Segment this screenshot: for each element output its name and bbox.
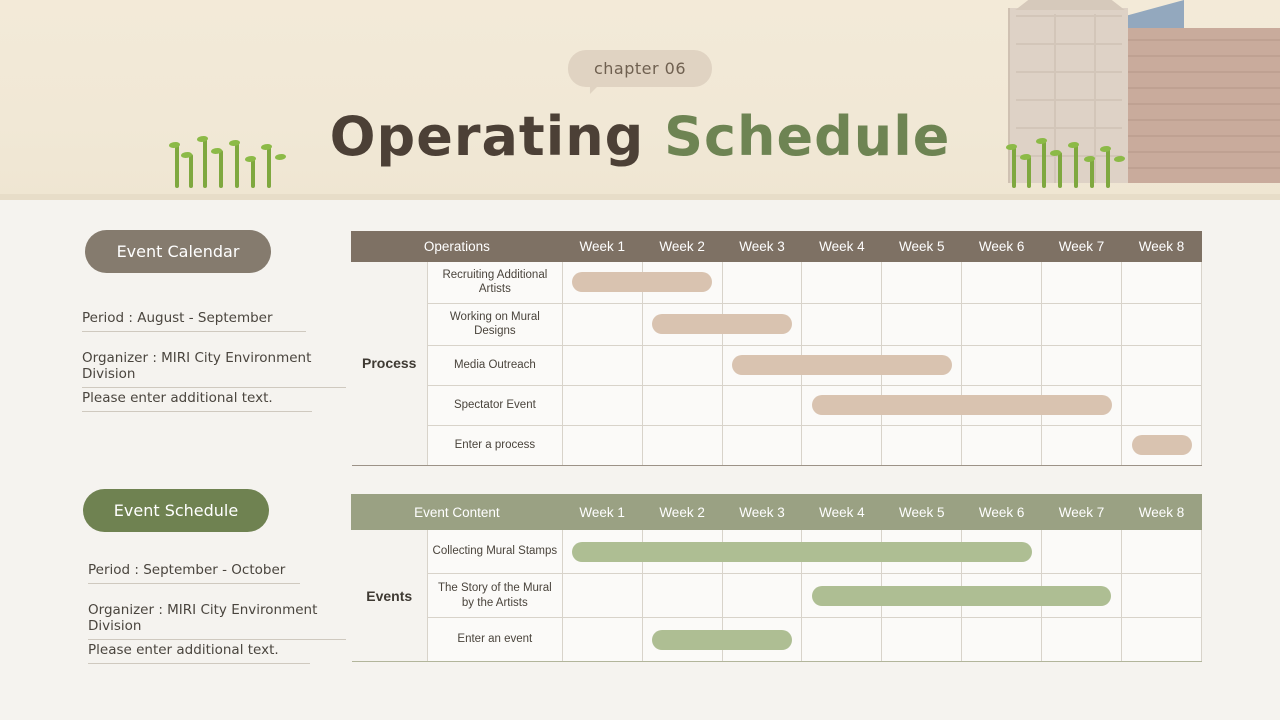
events-gantt-table (351, 494, 1202, 662)
process-side-label: Process (352, 262, 428, 466)
process-row-label-5: Enter a process (427, 425, 562, 465)
cell (962, 618, 1042, 662)
process-table-header (352, 232, 1202, 262)
cell (562, 385, 642, 425)
table-row (352, 385, 1202, 425)
cell (642, 385, 722, 425)
cell (642, 425, 722, 465)
process-title-header: Operations (352, 232, 563, 262)
cell (962, 425, 1042, 465)
cell (962, 530, 1042, 574)
cell (1042, 345, 1122, 385)
events-week-7: Week 7 (1042, 495, 1122, 530)
cell (802, 345, 882, 385)
table-row (352, 530, 1202, 574)
event-schedule-pill: Event Schedule (83, 489, 269, 532)
cell (882, 262, 962, 304)
cell (562, 574, 642, 618)
calendar-additional-text: Please enter additional text. (82, 390, 312, 412)
process-week-6: Week 6 (962, 232, 1042, 262)
cell (562, 262, 642, 304)
table-row (352, 574, 1202, 618)
cell (562, 618, 642, 662)
calendar-period: Period : August - September (82, 310, 306, 332)
process-row-label-2: Working on Mural Designs (427, 303, 562, 345)
cell (1122, 425, 1202, 465)
event-calendar-pill: Event Calendar (85, 230, 271, 273)
cell (642, 303, 722, 345)
cell (642, 530, 722, 574)
schedule-organizer: Organizer : MIRI City Environment Division (88, 602, 346, 640)
process-week-1: Week 1 (562, 232, 642, 262)
cell (562, 303, 642, 345)
cell (642, 618, 722, 662)
page-title-part2: Schedule (664, 105, 951, 168)
cell (1122, 262, 1202, 304)
cell (1122, 303, 1202, 345)
table-row (352, 345, 1202, 385)
process-week-2: Week 2 (642, 232, 722, 262)
cell (962, 303, 1042, 345)
cell (882, 425, 962, 465)
page-title (0, 105, 1280, 168)
cell (1042, 574, 1122, 618)
cell (562, 530, 642, 574)
cell (962, 574, 1042, 618)
events-row-label-2: The Story of the Mural by the Artists (427, 574, 562, 618)
events-week-1: Week 1 (562, 495, 642, 530)
cell (1121, 618, 1201, 662)
cell (802, 574, 882, 618)
cell (802, 385, 882, 425)
schedule-period: Period : September - October (88, 562, 300, 584)
cell (722, 618, 802, 662)
cell (802, 262, 882, 304)
building-roof (998, 0, 1142, 10)
cell (1121, 530, 1201, 574)
cell (1042, 303, 1122, 345)
cell (962, 262, 1042, 304)
cell (642, 574, 722, 618)
cell (802, 425, 882, 465)
table-row (352, 425, 1202, 465)
table-row (352, 618, 1202, 662)
cell (722, 262, 802, 304)
events-row-label-1: Collecting Mural Stamps (427, 530, 562, 574)
chapter-badge: chapter 06 (568, 50, 712, 87)
page-title-part1: Operating (329, 105, 645, 168)
cell (1042, 618, 1122, 662)
table-row (352, 303, 1202, 345)
process-week-8: Week 8 (1122, 232, 1202, 262)
process-week-7: Week 7 (1042, 232, 1122, 262)
cell (802, 303, 882, 345)
events-row-label-3: Enter an event (427, 618, 562, 662)
cell (722, 425, 802, 465)
cell (722, 530, 802, 574)
table-row (352, 262, 1202, 304)
cell (722, 303, 802, 345)
cell (722, 345, 802, 385)
process-row-label-4: Spectator Event (427, 385, 562, 425)
process-gantt-table (351, 231, 1202, 466)
cell (882, 618, 962, 662)
events-week-3: Week 3 (722, 495, 802, 530)
cell (1042, 530, 1122, 574)
cell (642, 262, 722, 304)
process-week-3: Week 3 (722, 232, 802, 262)
events-week-5: Week 5 (882, 495, 962, 530)
events-week-2: Week 2 (642, 495, 722, 530)
cell (1122, 385, 1202, 425)
cell (962, 385, 1042, 425)
cell (962, 345, 1042, 385)
cell (882, 530, 962, 574)
calendar-organizer: Organizer : MIRI City Environment Division (82, 350, 346, 388)
cell (642, 345, 722, 385)
cell (562, 425, 642, 465)
events-side-label: Events (352, 530, 428, 662)
schedule-additional-text: Please enter additional text. (88, 642, 310, 664)
process-row-label-3: Media Outreach (427, 345, 562, 385)
title-banner (0, 0, 1280, 200)
cell (1042, 262, 1122, 304)
events-week-6: Week 6 (962, 495, 1042, 530)
events-week-4: Week 4 (802, 495, 882, 530)
events-title-header: Event Content (352, 495, 563, 530)
cell (562, 345, 642, 385)
cell (1121, 574, 1201, 618)
cell (1042, 385, 1122, 425)
cell (722, 385, 802, 425)
cell (882, 303, 962, 345)
cell (1122, 345, 1202, 385)
process-week-4: Week 4 (802, 232, 882, 262)
cell (802, 618, 882, 662)
cell (1042, 425, 1122, 465)
process-week-5: Week 5 (882, 232, 962, 262)
events-week-8: Week 8 (1121, 495, 1201, 530)
cell (882, 574, 962, 618)
cell (802, 530, 882, 574)
events-table-header (352, 495, 1202, 530)
cell (722, 574, 802, 618)
process-row-label-1: Recruiting Additional Artists (427, 262, 562, 304)
cell (882, 345, 962, 385)
cell (882, 385, 962, 425)
